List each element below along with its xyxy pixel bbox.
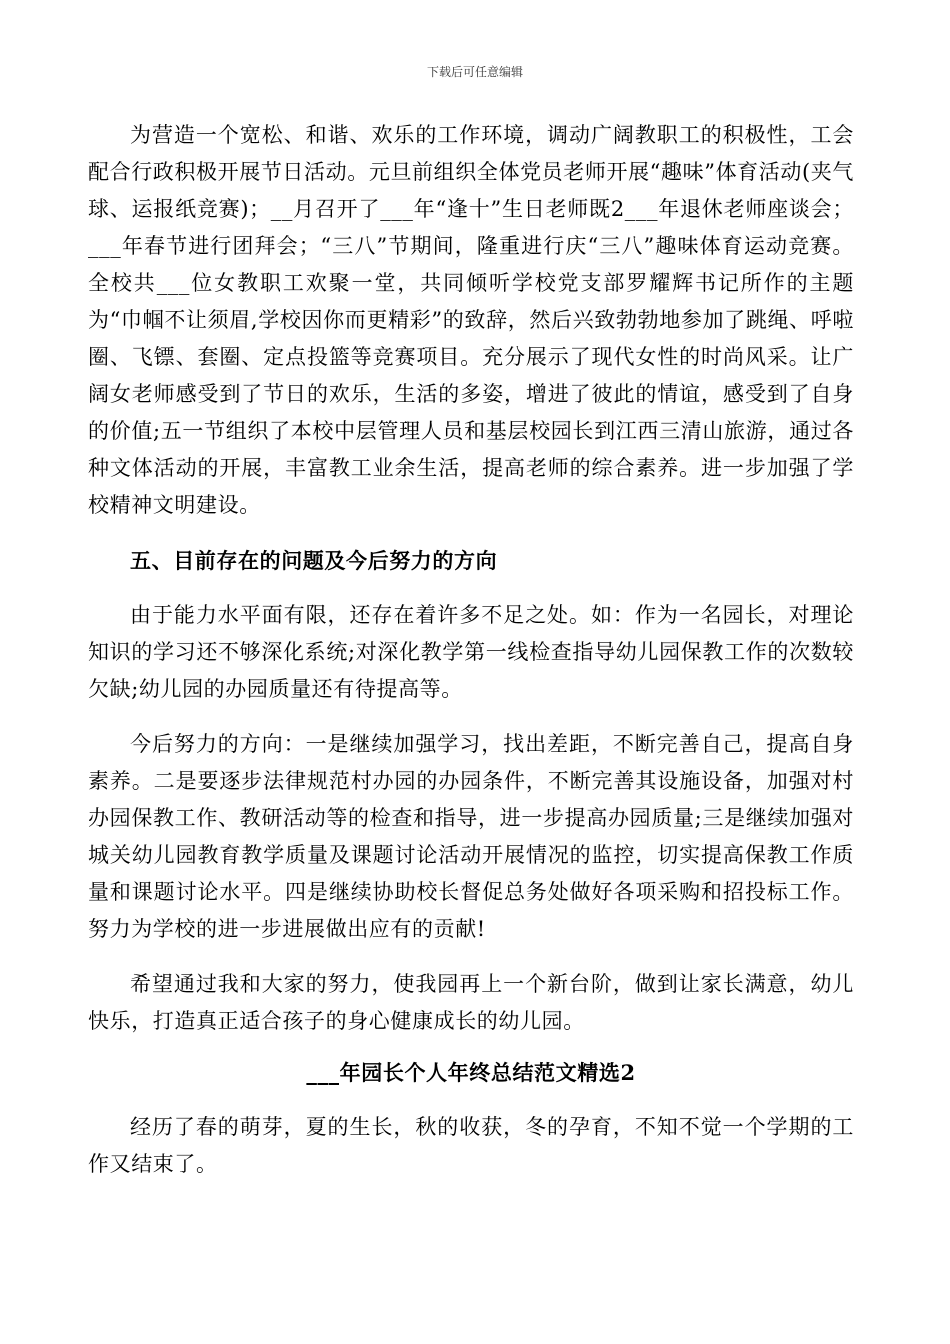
paragraph-future-direction: 今后努力的方向：一是继续加强学习，找出差距，不断完善自己，提高自身素养。二是要逐步法律规范村办园的办园条件，不断完善其设施设备，加强对村办园保教工作、教研活动等的检查和指导，进一步提高办园质量;三是继续加强对城关幼儿园教育教学质量及课题讨论活动开展情况的监控，切实提高保教工作质量和课题讨论水平。四是继续协助校长督促总务处做好各项采购和招投标工作。努力为学校的进一步进展做出应有的贡献! bbox=[88, 732, 854, 941]
paragraph-shortcomings: 由于能力水平面有限，还存在着许多不足之处。如：作为一名园长，对理论知识的学习还不够深化系统;对深化教学第一线检查指导幼儿园保教工作的次数较欠缺;幼儿园的办园质量还有待提高等。 bbox=[88, 603, 854, 701]
paragraph-hope: 希望通过我和大家的努力，使我园再上一个新台阶，做到让家长满意，幼儿快乐，打造真正适合孩子的身心健康成长的幼儿园。 bbox=[88, 972, 854, 1033]
paragraph-union-activities: 为营造一个宽松、和谐、欢乐的工作环境，调动广阔教职工的积极性，工会配合行政积极开展节日活动。元旦前组织全体党员老师开展“趣味”体育活动(夹气球、运报纸竞赛)；__月召开了___年“逢十”生日老师既2___年退休老师座谈会；___年春节进行团拜会；“三八”节期间，隆重进行庆“三八”趣味体育运动竞赛。全校共___位女教职工欢聚一堂，共同倾听学校党支部罗耀辉书记所作的主题为“巾帼不让须眉,学校因你而更精彩”的致辞，然后兴致勃勃地参加了跳绳、呼啦圈、飞镖、套圈、定点投篮等竞赛项目。充分展示了现代女性的时尚风采。让广阔女老师感受到了节日的欢乐，生活的多姿，增进了彼此的情谊，感受到了自身的价值;五一节组织了本校中层管理人员和基层校园长到江西三清山旅游，通过各种文体活动的开展，丰富教工业余生活，提高老师的综合素养。进一步加强了学校精神文明建设。 bbox=[88, 123, 854, 517]
page-header-note: 下载后可任意编辑 bbox=[426, 65, 523, 79]
document-body bbox=[88, 117, 854, 1183]
paragraph-semester-intro: 经历了春的萌芽，夏的生长，秋的收获，冬的孕育，不知不觉一个学期的工作又结束了。 bbox=[88, 1115, 854, 1176]
article-title: ___年园长个人年终总结范文精选2 bbox=[306, 1060, 636, 1085]
section-heading-problems-and-direction: 五、目前存在的问题及今后努力的方向 bbox=[130, 548, 498, 573]
